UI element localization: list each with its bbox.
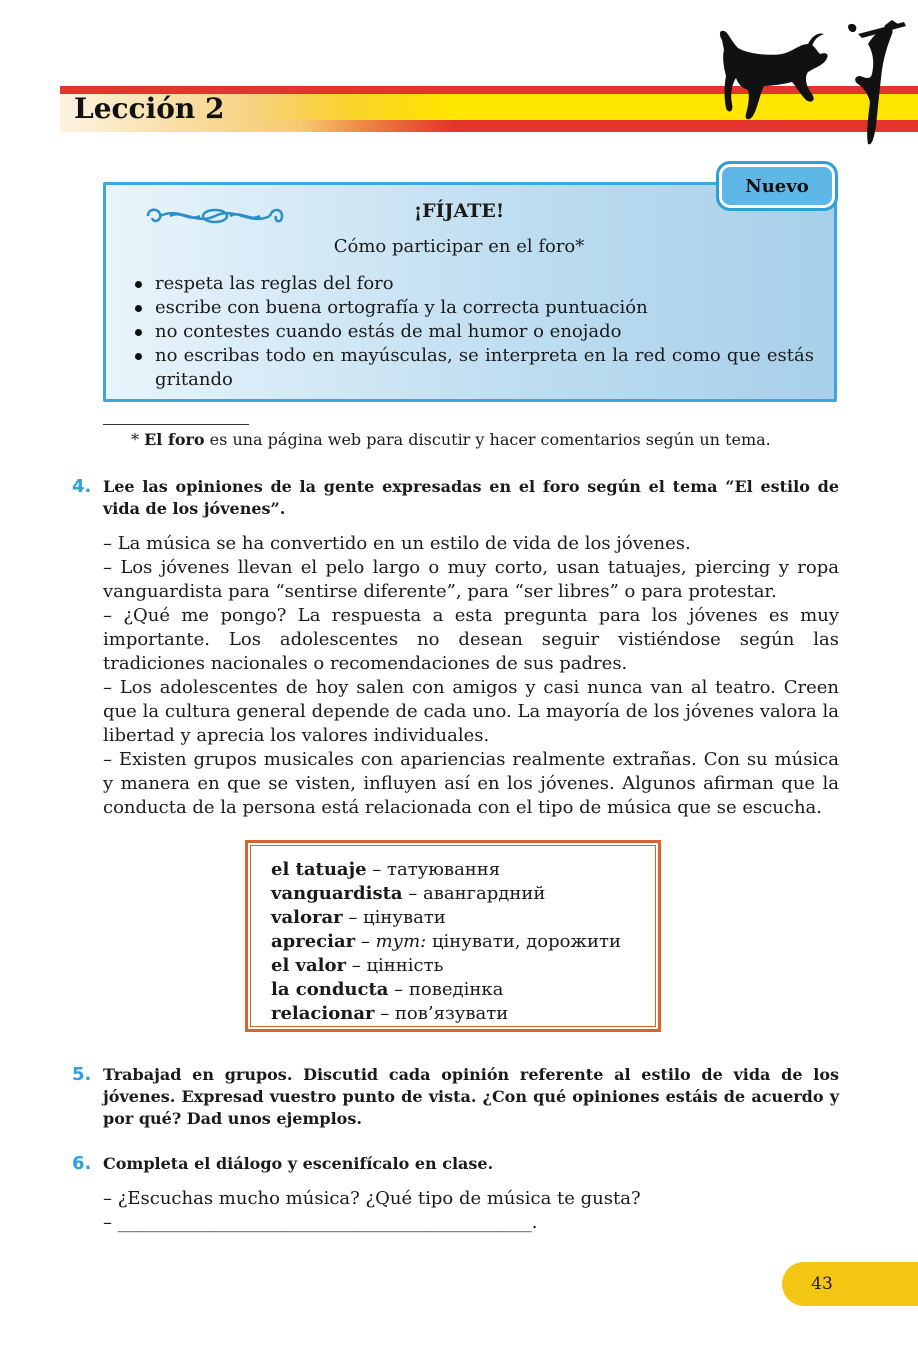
exercise-5-number: 5.	[72, 1064, 92, 1085]
footnote-text: es una página web para discutir y hacer comentarios según un tema.	[204, 430, 771, 449]
exercise-4-number: 4.	[72, 476, 92, 497]
exercise-6-instruction: Completa el diálogo y escenifícalo en clase.	[103, 1154, 494, 1173]
exercise-4-instruction: Lee las opiniones de la gente expresadas en el foro según el tema “El estilo de vida de los jóvenes”.	[103, 477, 839, 518]
vocab-translation: – татуювання	[366, 859, 501, 880]
vocabulary-entry	[271, 954, 655, 978]
page-number: 43	[782, 1262, 918, 1306]
footnote	[131, 430, 771, 449]
list-item: no escribas todo en mayúsculas, se interpreta en la red como que estás gritando	[134, 344, 814, 392]
opinion-paragraph: – Los jóvenes llevan el pelo largo o muy corto, usan tatuajes, piercing y ropa vanguardista para “sentirse diferente”, para “ser libres” o para protestar.	[103, 557, 839, 602]
vocab-term: la conducta	[271, 979, 389, 1000]
vocabulary-box	[245, 840, 661, 1032]
opinion-paragraph: – ¿Qué me pongo? La respuesta a esta pregunta para los jóvenes es muy importante. Los adolescentes no desean seguir vistiéndose según las tradiciones nacionales o recomendaciones de sus padres.	[103, 605, 839, 674]
exercise-5-instruction: Trabajad en grupos. Discutid cada opinión referente al estilo de vida de los jóvenes. Expresad vuestro punto de vista. ¿Con qué opiniones estáis de acuerdo y por qué? Dad unos ejemplos.	[103, 1065, 839, 1128]
footnote-divider	[103, 424, 249, 425]
footnote-term: El foro	[144, 430, 205, 449]
vocab-translation: – цінність	[346, 955, 444, 976]
vocabulary-entry	[271, 978, 655, 1002]
vocabulary-entry	[271, 882, 655, 906]
vocabulary-entry: apreciar – тут: цінувати, дорожити	[271, 931, 621, 952]
vocab-term: vanguardista	[271, 883, 403, 904]
vocab-translation: – цінувати	[342, 907, 446, 928]
vocabulary-entry	[271, 858, 655, 882]
vocab-term: el tatuaje	[271, 859, 367, 880]
vocab-term: el valor	[271, 955, 347, 976]
vocab-term: valorar	[271, 907, 343, 928]
bullfighter-bull-illustration	[708, 14, 918, 150]
vocabulary-entry	[271, 1002, 655, 1026]
opinion-paragraph: – Los adolescentes de hoy salen con amigos y casi nunca van al teatro. Creen que la cultura general depende de cada uno. La mayoría de los jóvenes valora la libertad y aprecia los valores individuales.	[103, 677, 839, 746]
footnote-star: *	[131, 430, 139, 449]
dialog-blank-line: – ______________________________________________.	[103, 1212, 538, 1233]
lesson-title: Lección 2	[74, 92, 225, 125]
nuevo-badge: Nuevo	[716, 161, 838, 211]
fijate-title: ¡FÍJATE!	[413, 200, 505, 222]
vocab-translation: цінувати, дорожити	[426, 931, 621, 952]
vocabulary-entry	[271, 906, 655, 930]
exercise-6-number: 6.	[72, 1153, 92, 1174]
exercise-6-dialog	[103, 1187, 803, 1235]
vocab-note: тут:	[375, 931, 427, 952]
vocabulary-list	[250, 845, 656, 1027]
opinion-paragraph: – La música se ha convertido en un estilo de vida de los jóvenes.	[103, 533, 691, 554]
fijate-subtitle: Cómo participar en el foro*	[333, 236, 585, 257]
exercise-4-opinions	[103, 532, 839, 820]
dialog-line: – ¿Escuchas mucho música? ¿Qué tipo de música te gusta?	[103, 1188, 641, 1209]
vocab-term: apreciar	[271, 931, 356, 952]
vocab-term: relacionar	[271, 1003, 375, 1024]
list-item: escribe con buena ortografía y la correcta puntuación	[134, 296, 814, 320]
opinion-paragraph: – Existen grupos musicales con apariencias realmente extrañas. Con su música y manera en que se visten, influyen así en los jóvenes. Algunos afirman que la conducta de la persona está relacionada con el tipo de música que se escucha.	[103, 749, 839, 818]
vocab-translation: – поведінка	[388, 979, 504, 1000]
list-item: respeta las reglas del foro	[134, 272, 814, 296]
list-item: no contestes cuando estás de mal humor o enojado	[134, 320, 814, 344]
fijate-rules-list	[134, 272, 814, 392]
vocab-translation: – авангардний	[402, 883, 546, 904]
vocab-translation: – пов’язувати	[374, 1003, 509, 1024]
